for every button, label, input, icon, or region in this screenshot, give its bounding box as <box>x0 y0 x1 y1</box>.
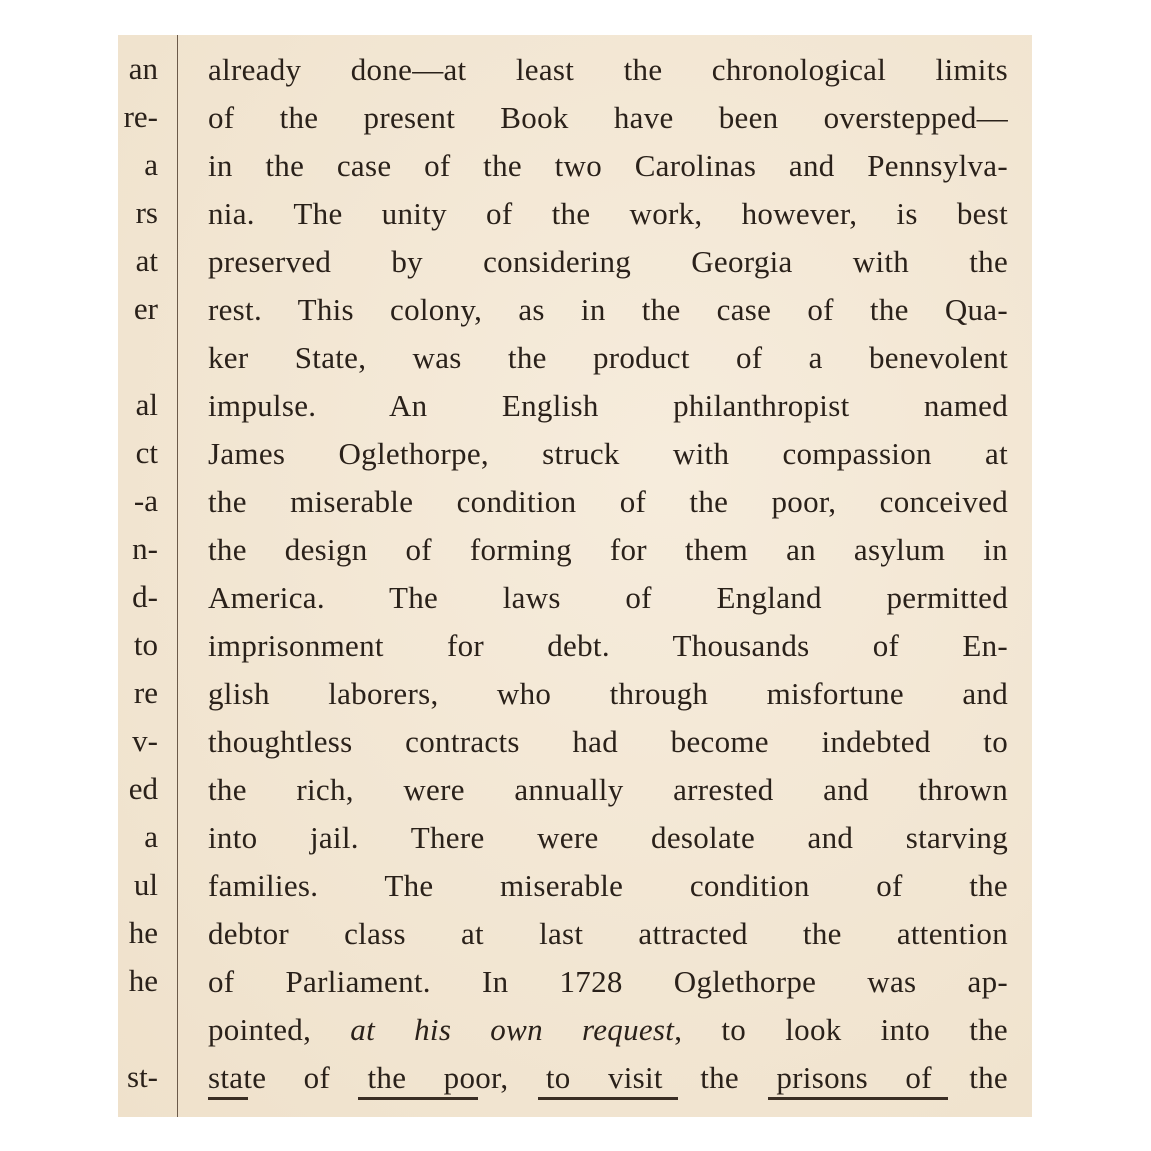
text-line: the rich, were annually arrested and thrown <box>208 772 1008 807</box>
fragment: st- <box>127 1059 158 1094</box>
fragment: er <box>133 291 158 326</box>
fragment: to <box>133 627 158 662</box>
text-line: already done—at least the chronological limits <box>208 52 1008 87</box>
fragment: rs <box>135 195 158 230</box>
text-line: thoughtless contracts had become indebted to <box>208 724 1008 759</box>
text-line: imprisonment for debt. Thousands of En- <box>208 628 1008 663</box>
text-line: rest. This colony, as in the case of the Qua- <box>208 292 1008 327</box>
text-line: of the present Book have been overstepped— <box>208 100 1008 135</box>
fragment: re <box>133 675 158 710</box>
text-line: impulse. An English philanthropist named <box>208 388 1008 423</box>
text-line: into jail. There were desolate and starving <box>208 820 1008 855</box>
fragment: he <box>128 963 158 998</box>
fragment: v- <box>132 723 158 758</box>
fragment: ct <box>135 435 158 470</box>
text-line: glish laborers, who through misfortune and <box>208 676 1008 711</box>
fragment: a <box>144 147 158 182</box>
text-line: ker State, was the product of a benevolent <box>208 340 1008 375</box>
text-line: the miserable condition of the poor, conceived <box>208 484 1008 519</box>
fragment: a <box>144 819 158 854</box>
text-line: America. The laws of England permitted <box>208 580 1008 615</box>
fragment: ed <box>128 771 158 806</box>
fragment: n- <box>132 531 158 566</box>
fragment: d- <box>132 579 158 614</box>
text-line: debtor class at last attracted the attention <box>208 916 1008 951</box>
text-line-with-italic <box>208 1010 1008 1050</box>
text-line: preserved by considering Georgia with the <box>208 244 1008 279</box>
fragment: he <box>128 915 158 950</box>
adjacent-column-fragments <box>118 35 158 1117</box>
fragment: -a <box>133 483 158 518</box>
book-page <box>118 35 1032 1117</box>
body-text <box>208 35 1008 1117</box>
text-span: pointed, <box>208 1012 351 1047</box>
text-line: the design of forming for them an asylum in <box>208 532 1008 567</box>
fragment: at <box>135 243 158 278</box>
fragment: re- <box>123 99 158 134</box>
text-span: , to look into the <box>674 1012 1008 1047</box>
column-divider <box>177 35 178 1117</box>
text-line: in the case of the two Carolinas and Pennsylva- <box>208 148 1008 183</box>
fragment: an <box>128 51 158 86</box>
text-line: families. The miserable condition of the <box>208 868 1008 903</box>
italic-phrase: at his own request <box>350 1012 675 1047</box>
fragment: ul <box>133 867 158 902</box>
text-line: nia. The unity of the work, however, is best <box>208 196 1008 231</box>
text-line: state of the poor, to visit the prisons of the <box>208 1060 1008 1095</box>
fragment: al <box>135 387 158 422</box>
text-line: of Parliament. In 1728 Oglethorpe was ap- <box>208 964 1008 999</box>
text-line: James Oglethorpe, struck with compassion at <box>208 436 1008 471</box>
